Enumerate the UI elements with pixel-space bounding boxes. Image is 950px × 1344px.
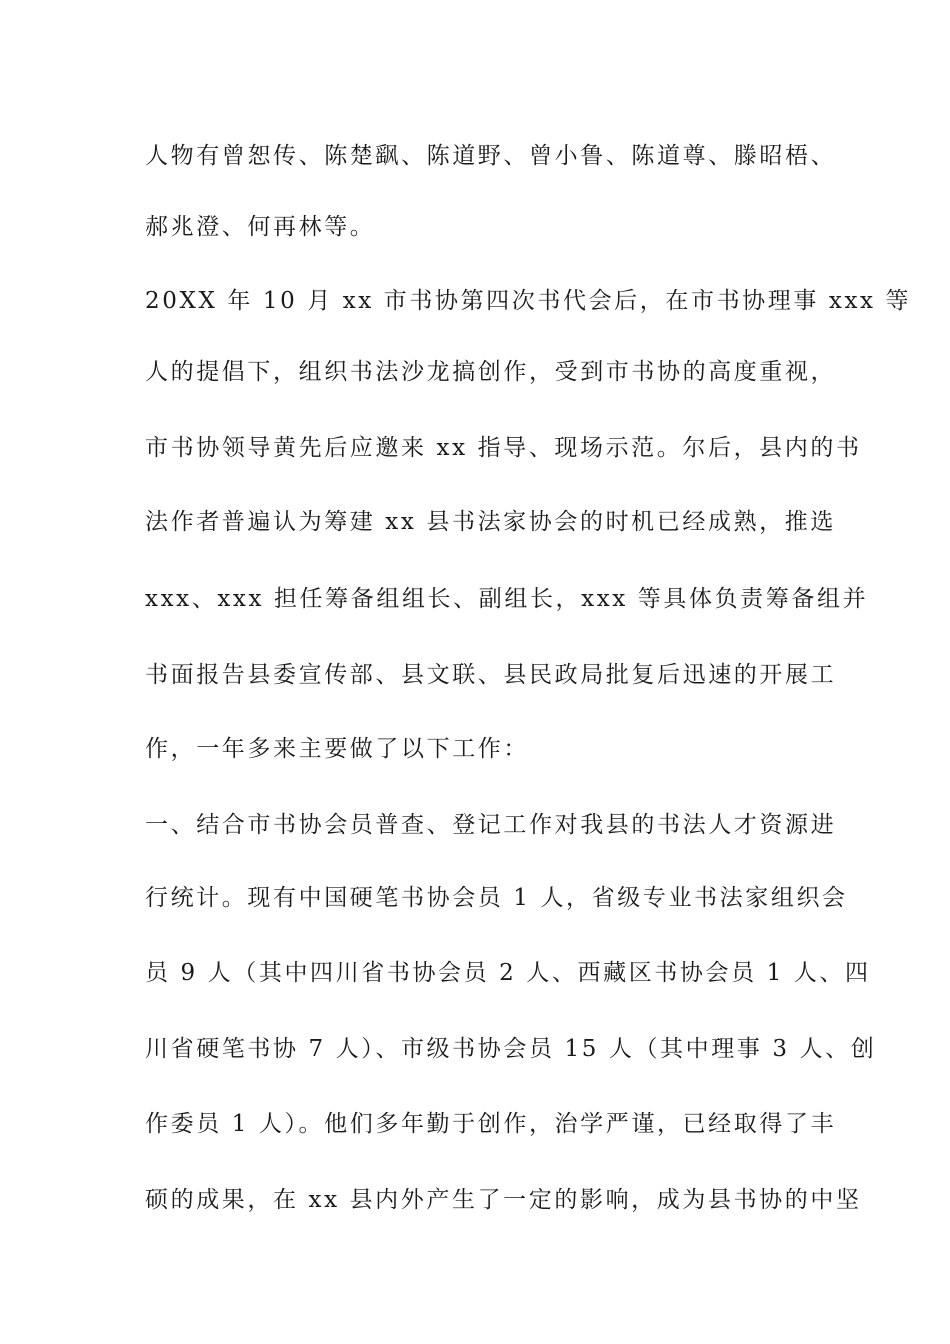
text-line-1: 人物有曾恕传、陈楚飖、陈道野、曾小鲁、陈道尊、滕昭梧、 bbox=[145, 143, 837, 169]
text-line-11: 行统计。现有中国硬笔书协会员 1 人，省级专业书法家组织会 bbox=[145, 885, 848, 911]
text-line-13: 川省硬笔书协 7 人）、市级书协会员 15 人（其中理事 3 人、创 bbox=[145, 1036, 877, 1062]
text-line-2: 郝兆澄、何再林等。 bbox=[145, 214, 376, 240]
text-line-9: 作，一年多来主要做了以下工作： bbox=[145, 736, 529, 762]
text-line-15: 硕的成果，在 xx 县内外产生了一定的影响，成为县书协的中坚 bbox=[145, 1187, 862, 1213]
text-line-4: 人的提倡下，组织书法沙龙搞创作，受到市书协的高度重视， bbox=[145, 359, 837, 385]
text-line-7: xxx、xxx 担任筹备组组长、副组长，xxx 等具体负责筹备组并 bbox=[145, 586, 869, 612]
text-line-6: 法作者普遍认为筹建 xx 县书法家协会的时机已经成熟，推选 bbox=[145, 509, 836, 535]
text-line-5: 市书协领导黄先后应邀来 xx 指导、现场示范。尔后，县内的书 bbox=[145, 435, 862, 461]
text-line-10: 一、结合市书协会员普查、登记工作对我县的书法人才资源进 bbox=[145, 812, 837, 838]
text-line-3: 20XX 年 10 月 xx 市书协第四次书代会后，在市书协理事 xxx 等 bbox=[145, 288, 912, 314]
text-line-8: 书面报告县委宣传部、县文联、县民政局批复后迅速的开展工 bbox=[145, 662, 837, 688]
text-line-12: 员 9 人（其中四川省书协会员 2 人、西藏区书协会员 1 人、四 bbox=[145, 960, 871, 986]
text-line-14: 作委员 1 人）。他们多年勤于创作，治学严谨，已经取得了丰 bbox=[145, 1111, 837, 1137]
